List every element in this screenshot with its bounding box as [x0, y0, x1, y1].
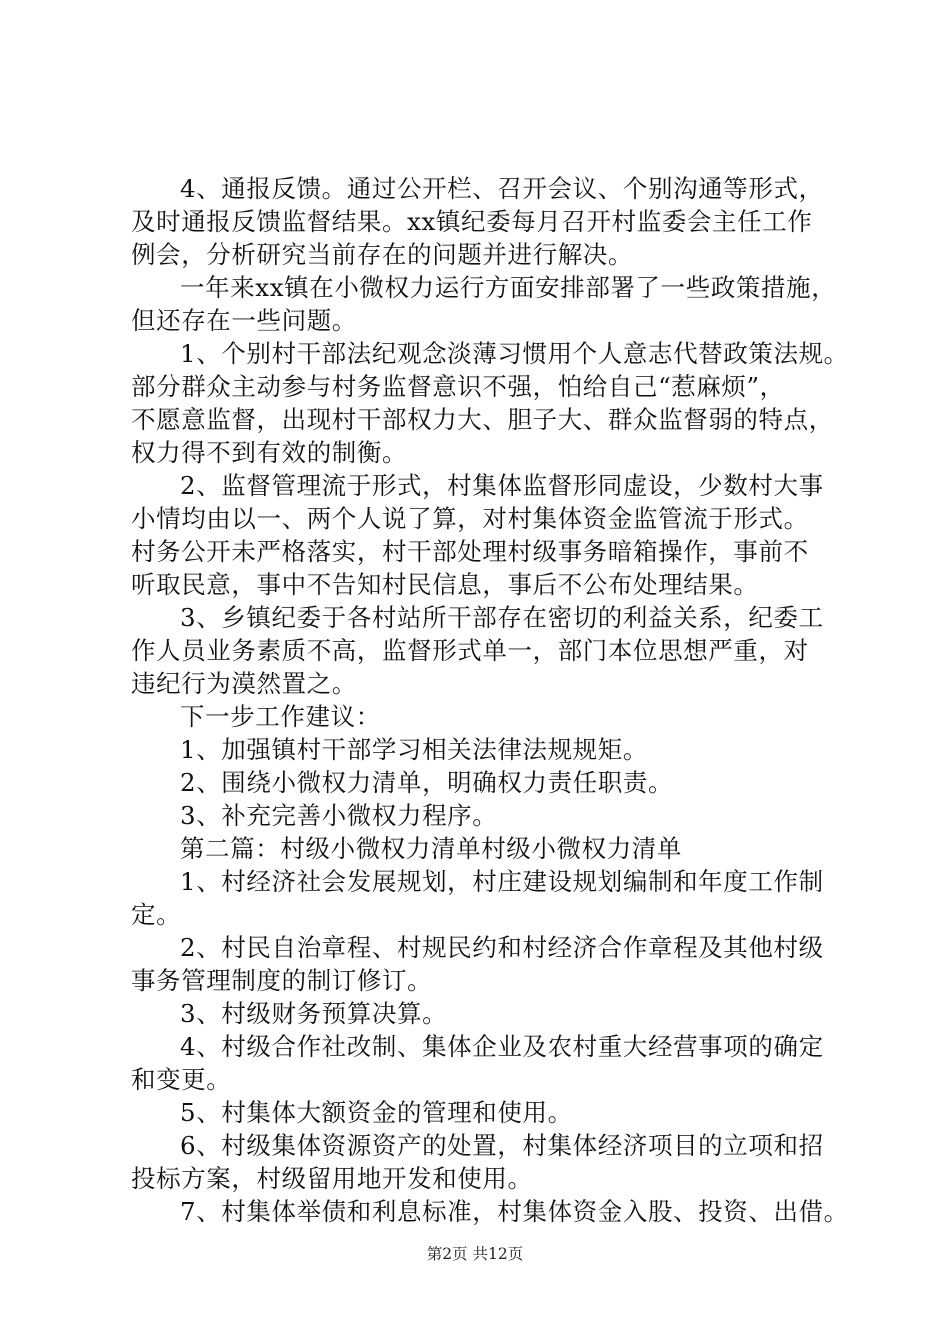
text-line: 定。 [131, 900, 182, 929]
text-line: 小情均由以一、两个人说了算，对村集体资金监管流于形式。 [131, 504, 809, 533]
text-line: 村务公开未严格落实，村干部处理村级事务暗箱操作，事前不 [131, 537, 809, 566]
text-line: 听取民意，事中不告知村民信息，事后不公布处理结果。 [131, 570, 759, 599]
page-number-label: 第2页 共12页 [426, 1245, 524, 1263]
text-line: 第二篇：村级小微权力清单村级小微权力清单 [180, 834, 682, 863]
text-line: 3、补充完善小微权力程序。 [180, 801, 498, 830]
text-line: 不愿意监督，出现村干部权力大、胆子大、群众监督弱的特点， [131, 405, 834, 434]
text-line: 1、加强镇村干部学习相关法律法规规矩。 [180, 735, 648, 764]
document-body [131, 172, 851, 1228]
text-line: 投标方案，村级留用地开发和使用。 [131, 1164, 533, 1193]
text-line: 2、围绕小微权力清单，明确权力责任职责。 [180, 768, 674, 797]
text-line: 一年来xx镇在小微权力运行方面安排部署了一些政策措施， [180, 273, 837, 302]
text-line: 3、乡镇纪委于各村站所干部存在密切的利益关系，纪委工 [180, 603, 824, 632]
text-line: 违纪行为漠然置之。 [131, 669, 357, 698]
text-line: 但还存在一些问题。 [131, 306, 357, 335]
text-line: 7、村集体举债和利息标准，村集体资金入股、投资、出借。 [180, 1197, 849, 1226]
text-line: 部分群众主动参与村务监督意识不强，怕给自己“惹麻烦”， [131, 372, 785, 401]
text-line: 1、村经济社会发展规划，村庄建设规划编制和年度工作制 [180, 867, 824, 896]
text-line: 权力得不到有效的制衡。 [131, 438, 408, 467]
text-line: 4、通报反馈。通过公开栏、召开会议、个别沟通等形式， [180, 174, 824, 203]
page-footer [0, 1243, 950, 1265]
text-line: 2、监督管理流于形式，村集体监督形同虚设，少数村大事 [180, 471, 824, 500]
text-line: 下一步工作建议： [180, 702, 381, 731]
text-line: 5、村集体大额资金的管理和使用。 [180, 1098, 573, 1127]
text-line: 例会，分析研究当前存在的问题并进行解决。 [131, 240, 633, 269]
text-line: 4、村级合作社改制、集体企业及农村重大经营事项的确定 [180, 1032, 824, 1061]
text-line: 6、村级集体资源资产的处置，村集体经济项目的立项和招 [180, 1131, 824, 1160]
text-line: 2、村民自治章程、村规民约和村经济合作章程及其他村级 [180, 933, 824, 962]
text-line: 作人员业务素质不高，监督形式单一，部门本位思想严重，对 [131, 636, 809, 665]
text-line: 和变更。 [131, 1065, 232, 1094]
text-line: 3、村级财务预算决算。 [180, 999, 448, 1028]
text-line: 事务管理制度的制订修订。 [131, 966, 433, 995]
text-line: 及时通报反馈监督结果。xx镇纪委每月召开村监委会主任工作 [131, 207, 813, 236]
text-line: 1、个别村干部法纪观念淡薄习惯用个人意志代替政策法规。 [180, 339, 849, 368]
